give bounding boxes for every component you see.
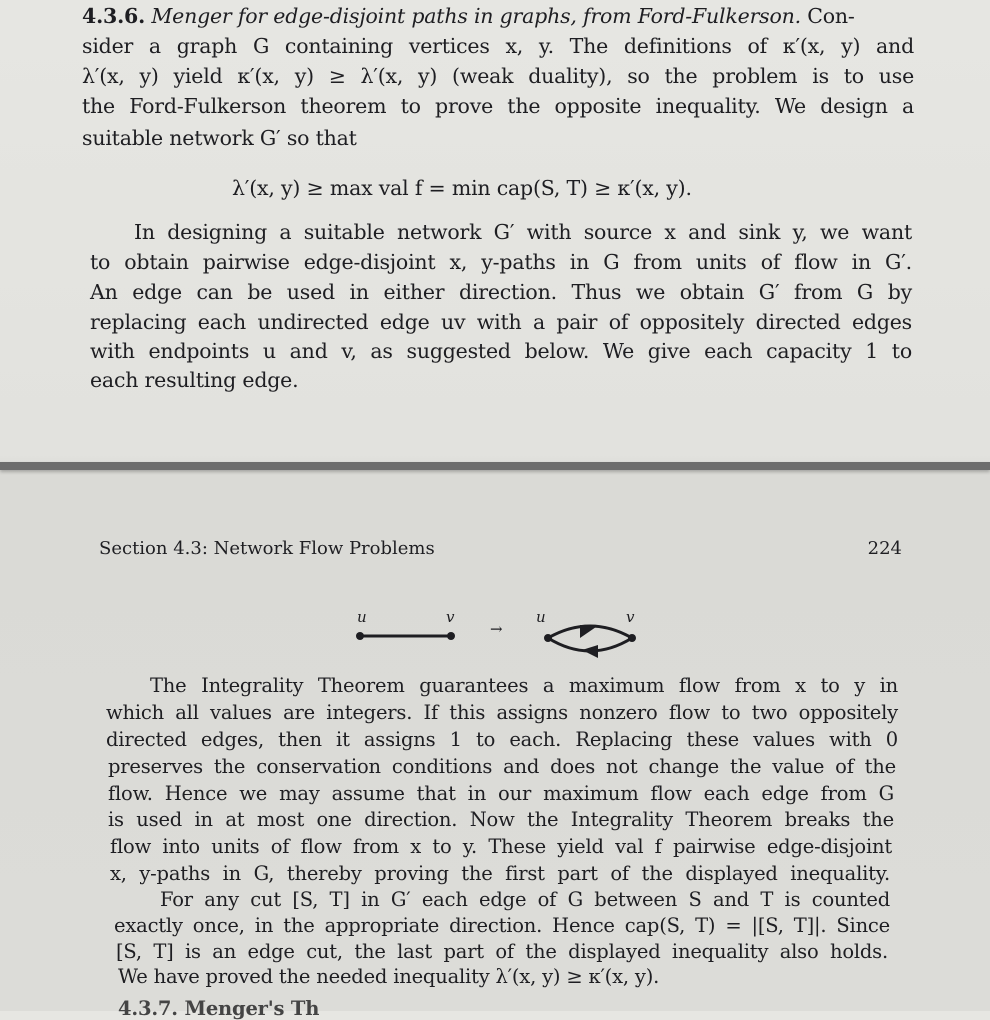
text-line: exactly once, in the appropriate direction. Hence cap(S, T) = |[S, T]|. Since bbox=[114, 914, 890, 937]
vertex-label-v: v bbox=[446, 608, 455, 626]
text-line: Con- bbox=[807, 4, 855, 28]
vertex-v bbox=[628, 634, 636, 642]
text-line: suitable network G′ so that bbox=[82, 126, 357, 150]
text-line: is used in at most one direction. Now the Integrality Theorem breaks the bbox=[108, 808, 894, 831]
text-line: [S, T] is an edge cut, the last part of the displayed inequality also holds. bbox=[116, 940, 888, 963]
text-line: replacing each undirected edge uv with a pair of oppositely directed edges bbox=[90, 310, 912, 334]
page-divider bbox=[0, 462, 990, 470]
text-line: flow. Hence we may assume that in our maximum flow each edge from G bbox=[108, 782, 894, 805]
section-header: Section 4.3: Network Flow Problems bbox=[99, 538, 435, 559]
text-line: preserves the conservation conditions and does not change the value of the bbox=[108, 755, 896, 778]
vertex-u bbox=[356, 632, 364, 640]
edge-diagram bbox=[350, 620, 650, 670]
page-number: 224 bbox=[867, 538, 902, 559]
text-line: λ′(x, y) yield κ′(x, y) ≥ λ′(x, y) (weak duality), so the problem is to use bbox=[82, 64, 914, 88]
vertex-u bbox=[544, 634, 552, 642]
vertex-v bbox=[447, 632, 455, 640]
text-line: each resulting edge. bbox=[90, 368, 299, 392]
problem-number: 4.3.6. bbox=[82, 4, 146, 28]
arrowhead-icon bbox=[580, 625, 596, 638]
text-line: the Ford-Fulkerson theorem to prove the opposite inequality. We design a bbox=[82, 94, 914, 118]
transform-arrow: → bbox=[490, 620, 503, 638]
vertex-label-u: u bbox=[536, 608, 546, 626]
text-line: directed edges, then it assigns 1 to each. Replacing these values with 0 bbox=[106, 728, 898, 751]
text-line: sider a graph G containing vertices x, y. The definitions of κ′(x, y) and bbox=[82, 34, 914, 58]
text-line: flow into units of flow from x to y. These yield val f pairwise edge-disjoint bbox=[110, 835, 892, 858]
text-line: with endpoints u and v, as suggested below. We give each capacity 1 to bbox=[90, 339, 912, 363]
problem-heading-line bbox=[82, 4, 914, 28]
vertex-label-v: v bbox=[626, 608, 635, 626]
text-line: The Integrality Theorem guarantees a maximum flow from x to y in bbox=[150, 674, 898, 697]
display-equation: λ′(x, y) ≥ max val f = min cap(S, T) ≥ κ′(x, y). bbox=[232, 176, 692, 200]
text-line: to obtain pairwise edge-disjoint x, y-paths in G from units of flow in G′. bbox=[90, 250, 912, 274]
text-line: We have proved the needed inequality λ′(x, y) ≥ κ′(x, y). bbox=[118, 965, 660, 988]
vertex-label-u: u bbox=[357, 608, 367, 626]
problem-page bbox=[0, 0, 990, 462]
text-line: For any cut [S, T] in G′ each edge of G between S and T is counted bbox=[160, 888, 890, 911]
text-line: An edge can be used in either direction. Thus we obtain G′ from G by bbox=[90, 280, 912, 304]
text-line: In designing a suitable network G′ with source x and sink y, we want bbox=[134, 220, 912, 244]
text-line: which all values are integers. If this assigns nonzero flow to two oppositely bbox=[106, 701, 898, 724]
text-line: x, y-paths in G, thereby proving the first part of the displayed inequality. bbox=[110, 862, 890, 885]
next-section-cutoff: 4.3.7. Menger's Th bbox=[118, 997, 320, 1020]
problem-title: Menger for edge-disjoint paths in graphs, from Ford-Fulkerson. bbox=[151, 4, 801, 28]
